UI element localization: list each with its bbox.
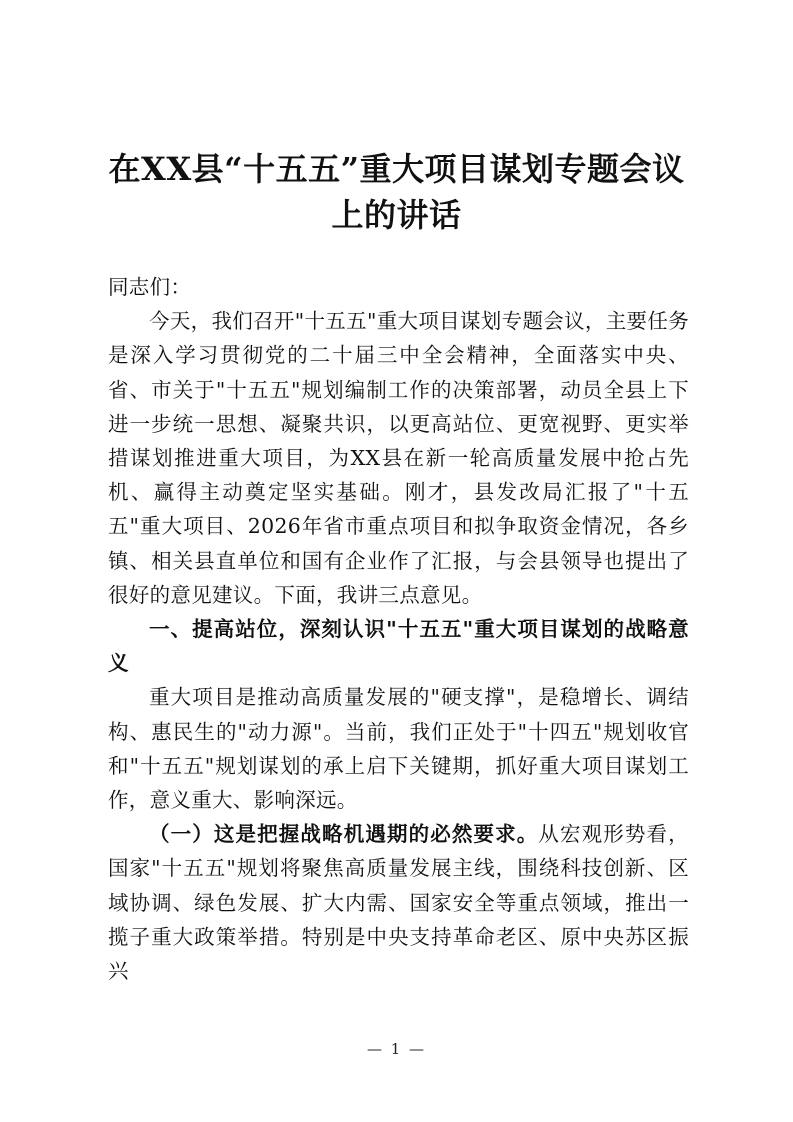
subsection-heading-1: （一）这是把握战略机遇期的必然要求。 (149, 822, 539, 847)
section-heading-1: 一、提高站位，深刻认识"十五五"重大项目谋划的战略意义 (108, 617, 689, 676)
paragraph-section-1: 重大项目是推动高质量发展的"硬支撑"，是稳增长、调结构、惠民生的"动力源"。当前，我们正处于"十四五"规划收官和"十五五"规划谋划的承上启下关键期，抓好重大项目谋划工作，意义重大、影响深远。 (108, 685, 689, 813)
document-body (108, 270, 689, 988)
subsection-1-text: 从宏观形势看，国家"十五五"规划将聚焦高质量发展主线，围绕科技创新、区域协调、绿色发展、扩大内需、国家安全等重点领域，推出一揽子重大政策举措。特别是中央支持革命老区、原中央苏区振兴 (108, 822, 689, 984)
salutation: 同志们： (108, 275, 192, 299)
document-title: 在XX县“十五五”重大项目谋划专题会议上的讲话 (108, 150, 685, 234)
paragraph-subsection-1 (108, 817, 689, 988)
page-number: — 1 — (366, 1040, 427, 1058)
paragraph-intro: 今天，我们召开"十五五"重大项目谋划专题会议，主要任务是深入学习贯彻党的二十届三中全会精神，全面落实中央、省、市关于"十五五"规划编制工作的决策部署，动员全县上下进一步统一思想、凝聚共识，以更高站位、更宽视野、更实举措谋划推进重大项目，为XX县在新一轮高质量发展中抢占先机、赢得主动奠定坚实基础。刚才，县发改局汇报了"十五五"重大项目、2026年省市重点项目和拟争取资金情况，各乡镇、相关县直单位和国有企业作了汇报，与会县领导也提出了很好的意见建议。下面，我讲三点意见。 (108, 309, 689, 607)
